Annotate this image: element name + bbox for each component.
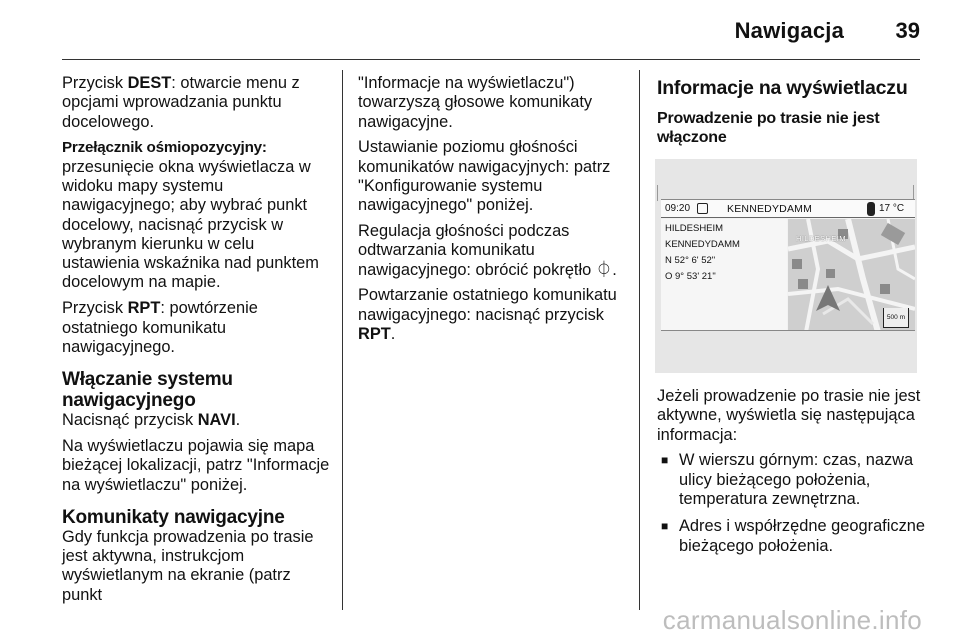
rpt-key: RPT (127, 299, 161, 318)
screen-city: HILDESHEIM (665, 223, 724, 234)
map-scale: 500 m (883, 308, 909, 328)
column-1 (62, 74, 334, 612)
page-title: Nawigacja (734, 18, 844, 43)
dest-paragraph: Przycisk DEST: otwarcie menu z opcjami wprowadzania punktu docelowego. (62, 74, 300, 131)
inactive-paragraph: Jeżeli prowadzenie po trasie nie jest aktywne, wyświetla się następująca informacja: (657, 387, 921, 444)
column-divider-1 (342, 70, 343, 610)
messages-paragraph: Gdy funkcja prowadzenia po trasie jest aktywna, instrukcjom wyświetlanym na ekranie (patrz punkt (62, 527, 314, 604)
header-rule (62, 59, 920, 60)
list-item: ■ W wierszu górnym: czas, nazwa ulicy bieżącego położenia, temperatura zewnętrzna. (661, 451, 914, 508)
column-divider-2 (639, 70, 640, 610)
parking-icon (798, 279, 808, 289)
parking-icon (826, 269, 835, 278)
bullet-square-icon: ■ (661, 519, 669, 534)
list-item: ■ Adres i współrzędne geograficzne bieżącego położenia. (661, 517, 925, 555)
nav-screen (661, 199, 915, 331)
dest-key: DEST (127, 74, 172, 92)
volume-during-paragraph: Regulacja głośności podczas odtwarzania komunikatu nawigacyjnego: obrócić pokrętło ⏀. (358, 222, 617, 279)
map-paragraph: Na wyświetlaczu pojawia się mapa bieżącej lokalizacji, patrz "Informacje na wyświetlaczu" poniżej. (62, 436, 330, 494)
page-header (0, 0, 960, 64)
page-number: 39 (895, 18, 920, 43)
clock-icon (697, 203, 708, 214)
info-bullet-list (657, 451, 925, 555)
screen-street-2: KENNEDYDAMM (665, 239, 740, 250)
navi-key: NAVI (197, 411, 236, 430)
switch-paragraph: Przełącznik ośmiopozycyjny: przesunięcie okna wyświetlacza w widoku mapy systemu nawigacyjnego; aby wybrać punkt docelowy, nacisnąć przycisk w wybranym kierunku w celu ustawienia wskaźnika nad punktem docelowym na mapie. (62, 139, 319, 292)
rpt-paragraph: Przycisk RPT: powtórzenie ostatniego komunikatu nawigacyjnego. (62, 299, 258, 356)
navi-paragraph: Nacisnąć przycisk NAVI. (62, 411, 241, 430)
thermometer-icon (867, 202, 875, 216)
rpt-key-2: RPT (358, 325, 391, 344)
bullet-square-icon: ■ (661, 453, 669, 468)
screen-longitude: O 9° 53' 21" (665, 271, 716, 282)
screen-latitude: N 52° 6' 52" (665, 255, 716, 266)
heading-display-info: Informacje na wyświetlaczu (657, 77, 908, 99)
screen-info-pane (661, 219, 787, 331)
screen-time: 09:20 (665, 203, 691, 214)
screen-street: KENNEDYDAMM (727, 203, 813, 215)
repeat-paragraph: Powtarzanie ostatniego komunikatu nawigacyjnego: nacisnąć przycisk RPT. (358, 286, 617, 344)
heading-navigation-messages: Komunikaty nawigacyjne (62, 506, 285, 528)
heading-enable-navigation: Włączanie systemu nawigacyjnego (62, 369, 233, 412)
column-3 (657, 74, 925, 564)
parking-icon (792, 259, 802, 269)
parking-icon (880, 284, 890, 294)
crop-mark (657, 185, 658, 201)
column-2 (358, 74, 634, 351)
voice-paragraph: "Informacje na wyświetlaczu") towarzyszą głosowe komunikaty nawigacyjne. (358, 74, 593, 131)
heading-guidance-off: Prowadzenie po trasie nie jest włączone (657, 110, 880, 146)
watermark: carmanualsonline.info (662, 605, 922, 635)
screen-top-bar (661, 200, 915, 218)
screen-temperature: 17 °C (879, 203, 905, 214)
volume-paragraph: Ustawianie poziomu głośności komunikatów nawigacyjnych: patrz "Konfigurowanie systemu nawigacyjnego" poniżej. (358, 138, 611, 215)
display-screenshot (655, 159, 917, 373)
switch-label: Przełącznik ośmiopozycyjny: (62, 139, 267, 157)
map-city-label: HILDESHEIM (796, 234, 846, 243)
screen-map (788, 219, 915, 331)
